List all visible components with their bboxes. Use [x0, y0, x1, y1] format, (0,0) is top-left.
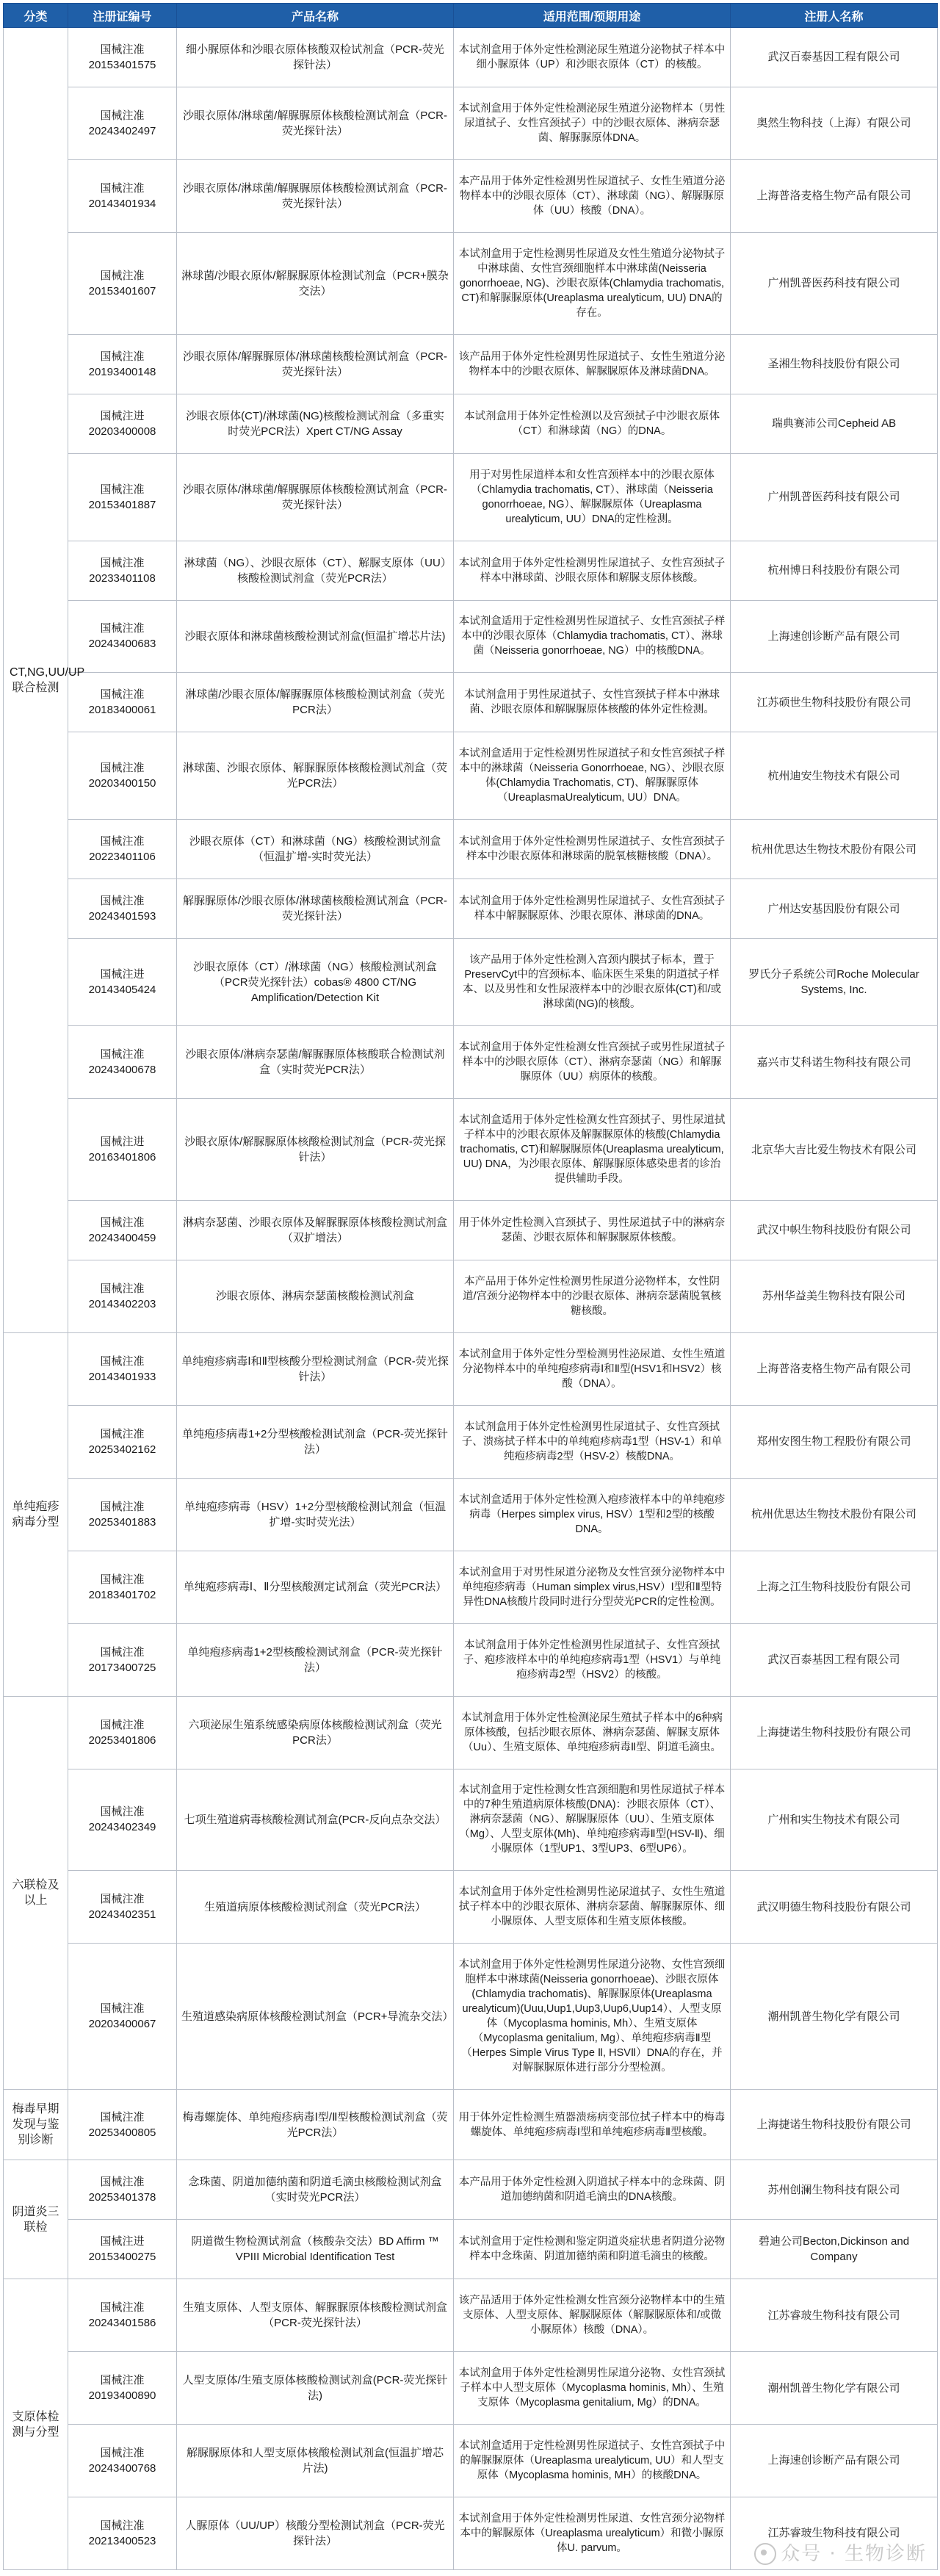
- table-row: [4, 1099, 938, 1201]
- product-name-cell: 人型支原体/生殖支原体核酸检测试剂盒(PCR-荧光探针法): [177, 2352, 454, 2425]
- registration-number-cell: 国械注准 20253401378: [68, 2160, 177, 2220]
- registrant-cell: 上海捷诺生物科技股份有限公司: [731, 1696, 938, 1769]
- table-row: [4, 453, 938, 541]
- product-name-cell: 沙眼衣原体/解脲脲原体/淋球菌核酸检测试剂盒（PCR-荧光探针法）: [177, 334, 454, 394]
- category-cell: 单纯疱疹病毒分型: [4, 1332, 68, 1696]
- intended-use-cell: 用于体外定性检测入宫颈拭子、男性尿道拭子中的淋病奈瑟菌、沙眼衣原体和解脲脲原体核酸。: [454, 1201, 731, 1260]
- registrant-cell: 潮州凯普生物化学有限公司: [731, 2352, 938, 2425]
- intended-use-cell: 本试剂盒用于体外定性检测男性尿道分泌物、女性宫颈拭子样本中人型支原体（Mycoplasma hominis, Mh）、生殖支原体（Mycoplasma genitalium, Mg）的DNA。: [454, 2352, 731, 2425]
- registration-number-cell: 国械注准 20253400805: [68, 2090, 177, 2160]
- registration-number-cell: 国械注准 20243401586: [68, 2279, 177, 2352]
- product-name-cell: 淋球菌、沙眼衣原体、解脲脲原体核酸检测试剂盒（荧光PCR法）: [177, 732, 454, 820]
- product-name-cell: 解脲脲原体/沙眼衣原体/淋球菌核酸检测试剂盒（PCR-荧光探针法）: [177, 879, 454, 939]
- product-name-cell: 单纯疱疹病毒Ⅰ和Ⅱ型核酸分型检测试剂盒（PCR-荧光探针法）: [177, 1332, 454, 1405]
- table-row: [4, 334, 938, 394]
- intended-use-cell: 本试剂盒适用于定性检测男性尿道拭子和女性宫颈拭子样本中的淋球菌（Neisseria Gonorrhoeae, NG）、沙眼衣原体(Chlamydia Trachomatis, CT)、解脲脲原体（UreaplasmaUrealyticum, UU）DNA。: [454, 732, 731, 820]
- registrant-cell: 江苏睿玻生物科技有限公司: [731, 2279, 938, 2352]
- table-row: [4, 879, 938, 939]
- intended-use-cell: 本试剂盒用于体外定性检测泌尿生殖拭子样本中的6种病原体核酸，包括沙眼衣原体、淋病奈瑟菌、解脲支原体（Uu）、生殖支原体、单纯疱疹病毒Ⅱ型、阴道毛滴虫。: [454, 1696, 731, 1769]
- product-name-cell: 生殖道病原体核酸检测试剂盒（荧光PCR法）: [177, 1871, 454, 1944]
- registration-number-cell: 国械注进 20143405424: [68, 939, 177, 1026]
- watermark-text: 众号 · 生物诊断: [781, 2542, 927, 2565]
- intended-use-cell: 本试剂盒适用于定性检测男性尿道拭子、女性宫颈拭子样本中的沙眼衣原体（Chlamydia trachomatis, CT）、淋球菌（Neisseria gonorrhoeae, NG）中的核酸DNA。: [454, 600, 731, 673]
- header-intended-use: 适用范围/预期用途: [454, 4, 731, 28]
- registrant-cell: 罗氏分子系统公司Roche Molecular Systems, Inc.: [731, 939, 938, 1026]
- registrant-cell: 江苏睿玻生物科技有限公司: [731, 2497, 938, 2569]
- registration-number-cell: 国械注准 20213400523: [68, 2497, 177, 2569]
- registration-number-cell: 国械注准 20243402349: [68, 1769, 177, 1871]
- registration-number-cell: 国械注准 20153401607: [68, 232, 177, 334]
- registration-number-cell: 国械注准 20173400725: [68, 1623, 177, 1696]
- registration-table-sheet: [3, 3, 937, 2570]
- product-name-cell: 单纯疱疹病毒Ⅰ、Ⅱ分型核酸测定试剂盒（荧光PCR法）: [177, 1551, 454, 1623]
- category-cell: 支原体检测与分型: [4, 2279, 68, 2570]
- registrant-cell: 武汉明德生物科技股份有限公司: [731, 1871, 938, 1944]
- table-header-row: [4, 4, 938, 28]
- registration-number-cell: 国械注准 20203400150: [68, 732, 177, 820]
- header-registrant: 注册人名称: [731, 4, 938, 28]
- product-name-cell: 沙眼衣原体/淋病奈瑟菌/解脲脲原体核酸联合检测试剂盒（实时荧光PCR法）: [177, 1026, 454, 1099]
- intended-use-cell: 本试剂盒用于体外定性检测男性尿道拭子、女性宫颈拭子、疱疹液样本中的单纯疱疹病毒1型（HSV1）与单纯疱疹病毒2型（HSV2）的核酸。: [454, 1623, 731, 1696]
- product-name-cell: 沙眼衣原体(CT)/淋球菌(NG)核酸检测试剂盒（多重实时荧光PCR法）Xpert CT/NG Assay: [177, 394, 454, 453]
- registrant-cell: 上海捷诺生物科技股份有限公司: [731, 2090, 938, 2160]
- table-row: [4, 732, 938, 820]
- table-row: [4, 1696, 938, 1769]
- table-row: [4, 87, 938, 159]
- registration-number-cell: 国械注准 20143402203: [68, 1260, 177, 1332]
- registrant-cell: 苏州华益美生物科技有限公司: [731, 1260, 938, 1332]
- intended-use-cell: 本试剂盒用于定性检测男性尿道及女性生殖道分泌物拭子中淋球菌、女性宫颈细胞样本中淋球菌(Neisseria gonorrhoeae, NG)、沙眼衣原体(Chlamydia trachomatis, CT)和解脲脲原体(Ureaplasma urealyticum, UU) DNA的存在。: [454, 232, 731, 334]
- category-cell: 梅毒早期发现与鉴别诊断: [4, 2090, 68, 2160]
- intended-use-cell: 本试剂盒用于体外定性检测男性尿道拭子、女性宫颈拭子样本中解脲脲原体、沙眼衣原体、淋球菌的DNA。: [454, 879, 731, 939]
- table-row: [4, 600, 938, 673]
- registration-number-cell: 国械注进 20153400275: [68, 2220, 177, 2279]
- table-row: [4, 2220, 938, 2279]
- product-name-cell: 阴道微生物检测试剂盒（核酸杂交法）BD Affirm ™ VPIII Microbial Identification Test: [177, 2220, 454, 2279]
- registrant-cell: 上海速创诊断产品有限公司: [731, 600, 938, 673]
- category-cell: CT,NG,UU/UP联合检测: [4, 28, 68, 1333]
- header-category: 分类: [4, 4, 68, 28]
- registrant-cell: 杭州优思达生物技术股份有限公司: [731, 820, 938, 879]
- product-name-cell: 单纯疱疹病毒（HSV）1+2分型核酸检测试剂盒（恒温扩增-实时荧光法）: [177, 1478, 454, 1551]
- product-name-cell: 沙眼衣原体和淋球菌核酸检测试剂盒(恒温扩增芯片法): [177, 600, 454, 673]
- intended-use-cell: 本产品用于体外定性检测入阴道拭子样本中的念珠菌、阴道加德纳菌和阴道毛滴虫的DNA核酸。: [454, 2160, 731, 2220]
- intended-use-cell: 本产品用于体外定性检测男性尿道拭子、女性生殖道分泌物样本中的沙眼衣原体（CT）、淋球菌（NG）、解脲脲原体（UU）核酸（DNA）。: [454, 159, 731, 232]
- registration-number-cell: 国械注准 20233401108: [68, 541, 177, 600]
- registration-number-cell: 国械注准 20203400067: [68, 1944, 177, 2090]
- product-name-cell: 梅毒螺旋体、单纯疱疹病毒Ⅰ型/Ⅱ型核酸检测试剂盒（荧光PCR法）: [177, 2090, 454, 2160]
- table-row: [4, 1623, 938, 1696]
- product-name-cell: 淋球菌/沙眼衣原体/解脲脲原体检测试剂盒（PCR+膜杂交法）: [177, 232, 454, 334]
- table-row: [4, 1201, 938, 1260]
- registrant-cell: 广州凯普医药科技有限公司: [731, 232, 938, 334]
- table-row: [4, 1944, 938, 2090]
- registrant-cell: 杭州迪安生物技术有限公司: [731, 732, 938, 820]
- product-name-cell: 念珠菌、阴道加德纳菌和阴道毛滴虫核酸检测试剂盒（实时荧光PCR法）: [177, 2160, 454, 2220]
- registration-number-cell: 国械注准 20183401702: [68, 1551, 177, 1623]
- registrant-cell: 郑州安图生物工程股份有限公司: [731, 1405, 938, 1478]
- registration-number-cell: 国械注准 20193400148: [68, 334, 177, 394]
- registrant-cell: 圣湘生物科技股份有限公司: [731, 334, 938, 394]
- product-name-cell: 六项泌尿生殖系统感染病原体核酸检测试剂盒（荧光PCR法）: [177, 1696, 454, 1769]
- table-row: [4, 2160, 938, 2220]
- header-product-name: 产品名称: [177, 4, 454, 28]
- table-row: [4, 2090, 938, 2160]
- table-row: [4, 1332, 938, 1405]
- registration-number-cell: 国械注准 20143401934: [68, 159, 177, 232]
- table-row: [4, 232, 938, 334]
- registration-number-cell: 国械注准 20153401575: [68, 28, 177, 87]
- table-row: [4, 939, 938, 1026]
- intended-use-cell: 该产品用于体外定性检测男性尿道拭子、女性生殖道分泌物样本中的沙眼衣原体、解脲脲原体及淋球菌DNA。: [454, 334, 731, 394]
- registrant-cell: 上海速创诊断产品有限公司: [731, 2425, 938, 2497]
- registrant-cell: 武汉中帜生物科技股份有限公司: [731, 1201, 938, 1260]
- product-name-cell: 淋球菌（NG）、沙眼衣原体（CT）、解脲支原体（UU）核酸检测试剂盒（荧光PCR法）: [177, 541, 454, 600]
- registration-number-cell: 国械注准 20243400768: [68, 2425, 177, 2497]
- product-name-cell: 淋球菌/沙眼衣原体/解脲脲原体核酸检测试剂盒（荧光PCR法）: [177, 673, 454, 732]
- registration-number-cell: 国械注准 20253402162: [68, 1405, 177, 1478]
- registrant-cell: 奥然生物科技（上海）有限公司: [731, 87, 938, 159]
- table-row: [4, 541, 938, 600]
- registrant-cell: 广州和实生物技术有限公司: [731, 1769, 938, 1871]
- registrant-cell: 潮州凯普生物化学有限公司: [731, 1944, 938, 2090]
- registrant-cell: 北京华大吉比爱生物技术有限公司: [731, 1099, 938, 1201]
- table-body: [4, 28, 938, 2570]
- intended-use-cell: 该产品用于体外定性检测入宫颈内膜拭子标本，置于PreservCyt中的宫颈标本、临床医生采集的阴道拭子样本、以及男性和女性尿液样本中的沙眼衣原体(CT)和/或淋球菌(NG)的核酸。: [454, 939, 731, 1026]
- table-row: [4, 1769, 938, 1871]
- registration-number-cell: 国械注准 20243401593: [68, 879, 177, 939]
- table-row: [4, 2279, 938, 2352]
- registrant-cell: 武汉百泰基因工程有限公司: [731, 1623, 938, 1696]
- registration-table: [3, 3, 938, 2570]
- registrant-cell: 瑞典赛沛公司Cepheid AB: [731, 394, 938, 453]
- intended-use-cell: 本试剂盒用于对男性尿道分泌物及女性宫颈分泌物样本中单纯疱疹病毒（Human simplex virus,HSV）Ⅰ型和Ⅱ型特异性DNA核酸片段同时进行分型荧光PCR的定性检测。: [454, 1551, 731, 1623]
- registration-number-cell: 国械注准 20243400678: [68, 1026, 177, 1099]
- registration-number-cell: 国械注准 20193400890: [68, 2352, 177, 2425]
- product-name-cell: 沙眼衣原体、淋病奈瑟菌核酸检测试剂盒: [177, 1260, 454, 1332]
- product-name-cell: 沙眼衣原体（CT）/淋球菌（NG）核酸检测试剂盒（PCR荧光探针法）cobas® 4800 CT/NG Amplification/Detection Kit: [177, 939, 454, 1026]
- intended-use-cell: 本试剂盒适用于体外定性检测女性宫颈拭子、男性尿道拭子样本中的沙眼衣原体及解脲脲原体的核酸(Chlamydia trachomatis, CT)和解脲脲原体(Ureaplasma urealyticum, UU) DNA，为沙眼衣原体、解脲脲原体感染患者的诊治提供辅助手段。: [454, 1099, 731, 1201]
- registration-number-cell: 国械注进 20163401806: [68, 1099, 177, 1201]
- header-registration-number: 注册证编号: [68, 4, 177, 28]
- intended-use-cell: 本产品用于体外定性检测男性尿道分泌物样本，女性阴道/宫颈分泌物样本中的沙眼衣原体、淋病奈瑟菌脱氧核糖核酸。: [454, 1260, 731, 1332]
- intended-use-cell: 本试剂盒用于体外定性检测泌尿生殖道分泌物拭子样本中细小脲原体（UP）和沙眼衣原体（CT）的核酸。: [454, 28, 731, 87]
- product-name-cell: 沙眼衣原体/淋球菌/解脲脲原体核酸检测试剂盒（PCR-荧光探针法）: [177, 87, 454, 159]
- registrant-cell: 苏州创澜生物科技有限公司: [731, 2160, 938, 2220]
- product-name-cell: 细小脲原体和沙眼衣原体核酸双检试剂盒（PCR-荧光探针法）: [177, 28, 454, 87]
- intended-use-cell: 本试剂盒用于体外定性检测男性尿道拭子、女性宫颈拭子、溃疡拭子样本中的单纯疱疹病毒1型（HSV-1）和单纯疱疹病毒2型（HSV-2）核酸DNA。: [454, 1405, 731, 1478]
- registrant-cell: 碧迪公司Becton,Dickinson and Company: [731, 2220, 938, 2279]
- intended-use-cell: 用于体外定性检测生殖器溃疡病变部位拭子样本中的梅毒螺旋体、单纯疱疹病毒Ⅰ型和单纯疱疹病毒Ⅱ型核酸。: [454, 2090, 731, 2160]
- registrant-cell: 广州达安基因股份有限公司: [731, 879, 938, 939]
- product-name-cell: 沙眼衣原体/淋球菌/解脲脲原体核酸检测试剂盒（PCR-荧光探针法）: [177, 453, 454, 541]
- registration-number-cell: 国械注准 20153401887: [68, 453, 177, 541]
- table-row: [4, 673, 938, 732]
- table-row: [4, 2497, 938, 2569]
- table-row: [4, 1478, 938, 1551]
- intended-use-cell: 本试剂盒用于体外定性分型检测男性泌尿道、女性生殖道分泌物样本中的单纯疱疹病毒Ⅰ和Ⅱ型(HSV1和HSV2）核酸（DNA）。: [454, 1332, 731, 1405]
- product-name-cell: 沙眼衣原体（CT）和淋球菌（NG）核酸检测试剂盒（恒温扩增-实时荧光法）: [177, 820, 454, 879]
- table-row: [4, 1405, 938, 1478]
- registration-number-cell: 国械注准 20243400459: [68, 1201, 177, 1260]
- intended-use-cell: 本试剂盒用于体外定性检测男性尿道拭子、女性宫颈拭子样本中淋球菌、沙眼衣原体和解脲支原体核酸。: [454, 541, 731, 600]
- product-name-cell: 淋病奈瑟菌、沙眼衣原体及解脲脲原体核酸检测试剂盒（双扩增法）: [177, 1201, 454, 1260]
- intended-use-cell: 该产品适用于体外定性检测女性宫颈分泌物样本中的生殖支原体、人型支原体、解脲脲原体（解脲脲原体和/或微小脲原体）核酸（DNA）。: [454, 2279, 731, 2352]
- table-row: [4, 2425, 938, 2497]
- table-row: [4, 28, 938, 87]
- product-name-cell: 单纯疱疹病毒1+2型核酸检测试剂盒（PCR-荧光探针法）: [177, 1623, 454, 1696]
- intended-use-cell: 本试剂盒用于定性检测和鉴定阴道炎症状患者阴道分泌物样本中念珠菌、阴道加德纳菌和阴道毛滴虫的核酸。: [454, 2220, 731, 2279]
- product-name-cell: 单纯疱疹病毒1+2分型核酸检测试剂盒（PCR-荧光探针法）: [177, 1405, 454, 1478]
- registration-number-cell: 国械注准 20143401933: [68, 1332, 177, 1405]
- registration-number-cell: 国械注准 20253401883: [68, 1478, 177, 1551]
- registration-number-cell: 国械注准 20183400061: [68, 673, 177, 732]
- registrant-cell: 上海普洛麦格生物产品有限公司: [731, 1332, 938, 1405]
- registration-number-cell: 国械注进 20203400008: [68, 394, 177, 453]
- intended-use-cell: 本试剂盒用于男性尿道拭子、女性宫颈拭子样本中淋球菌、沙眼衣原体和解脲脲原体核酸的体外定性检测。: [454, 673, 731, 732]
- table-row: [4, 2352, 938, 2425]
- registrant-cell: 上海普洛麦格生物产品有限公司: [731, 159, 938, 232]
- intended-use-cell: 本试剂盒用于体外定性检测女性宫颈拭子或男性尿道拭子样本中的沙眼衣原体（CT）、淋病奈瑟菌（NG）和解脲脲原体（UU）病原体的核酸。: [454, 1026, 731, 1099]
- table-row: [4, 1551, 938, 1623]
- registration-number-cell: 国械注准 20243400683: [68, 600, 177, 673]
- table-row: [4, 1871, 938, 1944]
- registrant-cell: 上海之江生物科技股份有限公司: [731, 1551, 938, 1623]
- product-name-cell: 人脲原体（UU/UP）核酸分型检测试剂盒（PCR-荧光探针法）: [177, 2497, 454, 2569]
- registration-number-cell: 国械注准 20223401106: [68, 820, 177, 879]
- intended-use-cell: 本试剂盒用于体外定性检测男性尿道拭子、女性宫颈拭子样本中沙眼衣原体和淋球菌的脱氧核糖核酸（DNA）。: [454, 820, 731, 879]
- intended-use-cell: 本试剂盒用于定性检测女性宫颈细胞和男性尿道拭子样本中的7种生殖道病原体核酸(DNA)：沙眼衣原体（CT）、淋病奈瑟菌（NG）、解脲脲原体（UU）、生殖支原体（Mg）、人型支原体(Mh)、单纯疱疹病毒Ⅱ型(HSV-Ⅱ)、细小脲原体（1型UP1、3型UP3、6型UP6）。: [454, 1769, 731, 1871]
- table-row: [4, 820, 938, 879]
- intended-use-cell: 本试剂盒用于体外定性检测男性尿道、女性宫颈分泌物样本中的解脲原体（Ureaplasma urealyticum）和微小脲原体U. parvum。: [454, 2497, 731, 2569]
- product-name-cell: 生殖支原体、人型支原体、解脲脲原体核酸检测试剂盒（PCR-荧光探针法）: [177, 2279, 454, 2352]
- product-name-cell: 沙眼衣原体/淋球菌/解脲脲原体核酸检测试剂盒（PCR-荧光探针法）: [177, 159, 454, 232]
- intended-use-cell: 用于对男性尿道样本和女性宫颈样本中的沙眼衣原体（Chlamydia trachomatis, CT）、淋球菌（Neisseria gonorrhoeae, NG）、解脲脲原体（Ureaplasma urealyticum, UU）DNA的定性检测。: [454, 453, 731, 541]
- product-name-cell: 生殖道感染病原体核酸检测试剂盒（PCR+导流杂交法）: [177, 1944, 454, 2090]
- table-row: [4, 1260, 938, 1332]
- registration-number-cell: 国械注准 20243402351: [68, 1871, 177, 1944]
- category-cell: 六联检及以上: [4, 1696, 68, 2090]
- product-name-cell: 七项生殖道病毒核酸检测试剂盒(PCR-反向点杂交法）: [177, 1769, 454, 1871]
- intended-use-cell: 本试剂盒用于体外定性检测男性尿道分泌物、女性宫颈细胞样本中淋球菌(Neisseria gonorrhoeae)、沙眼衣原体(Chlamydia trachomatis)、解脲脲原体(Ureaplasma urealyticum)(Uuu,Uup1,Uup3,Uup6,Uup14）、人型支原体（Mycoplasma hominis, Mh）、生殖支原体（Mycoplasma genitalium, Mg）、单纯疱疹病毒Ⅱ型（Herpes Simple Virus Type Ⅱ, HSVⅡ）DNA的存在，并对解脲脲原体进行部分分型检测。: [454, 1944, 731, 2090]
- registrant-cell: 杭州博日科技股份有限公司: [731, 541, 938, 600]
- intended-use-cell: 本试剂盒用于体外定性检测泌尿生殖道分泌物样本（男性尿道拭子、女性宫颈拭子）中的沙眼衣原体、淋病奈瑟菌、解脲脲原体DNA。: [454, 87, 731, 159]
- registrant-cell: 嘉兴市艾科诺生物科技有限公司: [731, 1026, 938, 1099]
- registrant-cell: 江苏硕世生物科技股份有限公司: [731, 673, 938, 732]
- category-cell: 阴道炎三联检: [4, 2160, 68, 2279]
- table-row: [4, 159, 938, 232]
- table-row: [4, 394, 938, 453]
- registrant-cell: 杭州优思达生物技术股份有限公司: [731, 1478, 938, 1551]
- registration-number-cell: 国械注准 20243402497: [68, 87, 177, 159]
- intended-use-cell: 本试剂盒用于体外定性检测以及宫颈拭子中沙眼衣原体（CT）和淋球菌（NG）的DNA。: [454, 394, 731, 453]
- registrant-cell: 武汉百泰基因工程有限公司: [731, 28, 938, 87]
- product-name-cell: 沙眼衣原体/解脲脲原体核酸检测试剂盒（PCR-荧光探针法）: [177, 1099, 454, 1201]
- intended-use-cell: 本试剂盒适用于定性检测男性尿道拭子、女性宫颈拭子中的解脲脲原体（Ureaplasma urealyticum, UU）和人型支原体（Mycoplasma hominis, MH）的核酸DNA。: [454, 2425, 731, 2497]
- product-name-cell: 解脲脲原体和人型支原体核酸检测试剂盒(恒温扩增芯片法): [177, 2425, 454, 2497]
- intended-use-cell: 本试剂盒用于体外定性检测男性泌尿道拭子、女性生殖道拭子样本中的沙眼衣原体、淋病奈瑟菌、解脲脲原体、细小脲原体、人型支原体和生殖支原体核酸。: [454, 1871, 731, 1944]
- registration-number-cell: 国械注准 20253401806: [68, 1696, 177, 1769]
- intended-use-cell: 本试剂盒适用于体外定性检测入疱疹液样本中的单纯疱疹病毒（Herpes simplex virus, HSV）1型和2型的核酸DNA。: [454, 1478, 731, 1551]
- table-row: [4, 1026, 938, 1099]
- registrant-cell: 广州凯普医药科技有限公司: [731, 453, 938, 541]
